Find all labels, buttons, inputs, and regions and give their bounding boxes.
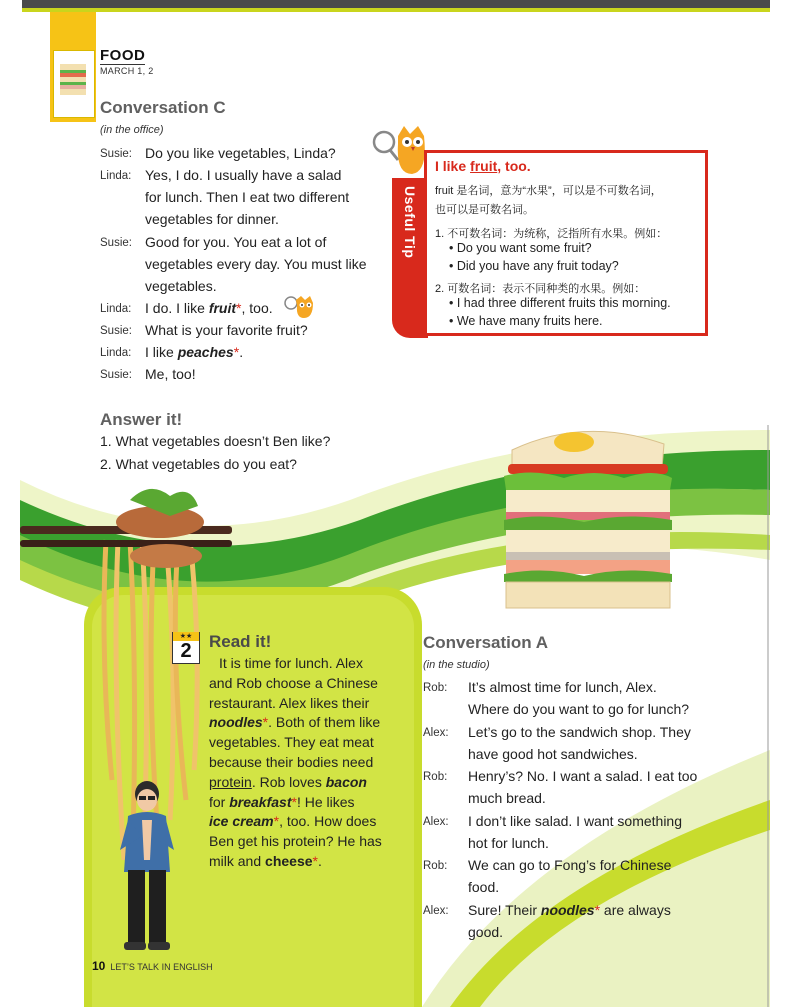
page-footer <box>92 959 213 973</box>
dialog-line: I don’t like salad. I want something <box>468 813 683 829</box>
owl-magnifier-icon <box>370 122 432 184</box>
tip-line: fruit 是名词，意为“水果”，可以是不可数名词， <box>435 185 662 197</box>
tip-example: • I had three different fruits this morning. <box>449 296 671 310</box>
activity-number-badge: ★★ 2 <box>172 632 200 664</box>
speaker: Rob: <box>423 771 448 783</box>
answer-question: 2. What vegetables do you eat? <box>100 456 297 472</box>
speaker: Susie: <box>100 369 132 381</box>
tip-line: 也可以是可数名词。 <box>435 204 534 216</box>
read-it-title: Read it! <box>209 632 272 651</box>
conversation-c-title: Conversation C <box>100 98 226 117</box>
top-accent-bar <box>22 8 770 12</box>
dialog-line: vegetables for dinner. <box>145 211 279 227</box>
read-line: Ben get his protein? He has <box>209 833 382 849</box>
read-line: because their bodies need <box>209 754 374 770</box>
useful-tip-box <box>424 150 708 336</box>
boy-figure-image <box>114 780 180 956</box>
read-line: milk and cheese*. <box>209 853 322 869</box>
tip-line: 2. 可数名词：表示不同种类的水果。例如： <box>435 283 646 295</box>
dialog-line: Me, too! <box>145 366 196 382</box>
speaker: Rob: <box>423 682 448 694</box>
dialog-line: Where do you want to go for lunch? <box>468 701 690 717</box>
dialog-line: hot for lunch. <box>468 835 549 851</box>
book-title: LET’S TALK IN ENGLISH <box>110 962 213 972</box>
dialog-line: Do you like vegetables, Linda? <box>145 145 336 161</box>
dialog-line: It’s almost time for lunch, Alex. <box>468 679 657 695</box>
dialog-line: have good hot sandwiches. <box>468 746 638 762</box>
conversation-a-setting: (in the studio) <box>423 659 490 671</box>
conversation-c-setting: (in the office) <box>100 124 164 136</box>
dialog-line: food. <box>468 879 500 895</box>
dialog-line: much bread. <box>468 790 546 806</box>
useful-tip-tab-label: Useful Tip <box>402 186 418 259</box>
dialog-line: vegetables. <box>145 278 217 294</box>
speaker: Alex: <box>423 816 449 828</box>
dialog-line: Henry’s? No. I want a salad. I eat too <box>468 768 698 784</box>
tip-example: • We have many fruits here. <box>449 314 603 328</box>
dialog-line: Good for you. You eat a lot of <box>145 234 327 250</box>
page-number: 10 <box>92 959 106 973</box>
keyword-peaches: peaches <box>177 344 234 360</box>
read-line: noodles*. Both of them like <box>209 714 381 730</box>
top-bar <box>22 0 770 8</box>
speaker: Alex: <box>423 905 449 917</box>
unit-title: FOOD <box>100 47 146 64</box>
read-line: vegetables. They eat meat <box>209 734 374 750</box>
speaker: Linda: <box>100 303 132 315</box>
speaker: Susie: <box>100 148 132 160</box>
dialog-line: for lunch. Then I eat two different <box>145 189 350 205</box>
read-line: and Rob choose a Chinese <box>209 675 378 691</box>
dialog-line: Let’s go to the sandwich shop. They <box>468 724 691 740</box>
dialog-line: Yes, I do. I usually have a salad <box>145 167 342 183</box>
dialog-line: I do. I like fruit*, too. <box>145 300 273 316</box>
dialog-line: good. <box>468 924 504 940</box>
keyword-noodles: noodles <box>540 902 595 918</box>
speaker: Linda: <box>100 347 132 359</box>
dialog-line: Sure! Their noodles* are always <box>468 902 671 918</box>
speaker: Linda: <box>100 170 132 182</box>
answer-question: 1. What vegetables doesn’t Ben like? <box>100 433 331 449</box>
keyword-fruit: fruit <box>208 300 237 316</box>
speaker: Alex: <box>423 727 449 739</box>
speaker: Rob: <box>423 860 448 872</box>
read-line: protein. Rob loves bacon <box>209 774 367 790</box>
tip-example: • Do you want some fruit? <box>449 241 592 255</box>
speaker: Susie: <box>100 237 132 249</box>
read-line: restaurant. Alex likes their <box>209 695 370 711</box>
dialog-line: What is your favorite fruit? <box>145 322 308 338</box>
read-line: for breakfast*! He likes <box>209 794 355 810</box>
answer-it-title: Answer it! <box>100 410 183 429</box>
tip-example: • Did you have any fruit today? <box>449 259 619 273</box>
useful-tip-heading: I like fruit, too. <box>435 158 531 174</box>
speaker: Susie: <box>100 325 132 337</box>
unit-subtitle: MARCH 1, 2 <box>100 66 154 76</box>
sandwich-thumbnail-icon <box>58 58 88 106</box>
read-line: It is time for lunch. Alex <box>219 655 363 671</box>
read-line: ice cream*, too. How does <box>209 813 377 829</box>
dialog-line: I like peaches*. <box>145 344 244 360</box>
dialog-line: vegetables every day. You must like <box>145 256 367 272</box>
conversation-a-title: Conversation A <box>423 633 549 652</box>
owl-mascot-icon <box>283 294 315 320</box>
club-sandwich-image <box>494 420 680 616</box>
dialog-line: We can go to Fong’s for Chinese <box>468 857 672 873</box>
tip-line: 1. 不可数名词：为统称，泛指所有水果。例如： <box>435 228 668 240</box>
